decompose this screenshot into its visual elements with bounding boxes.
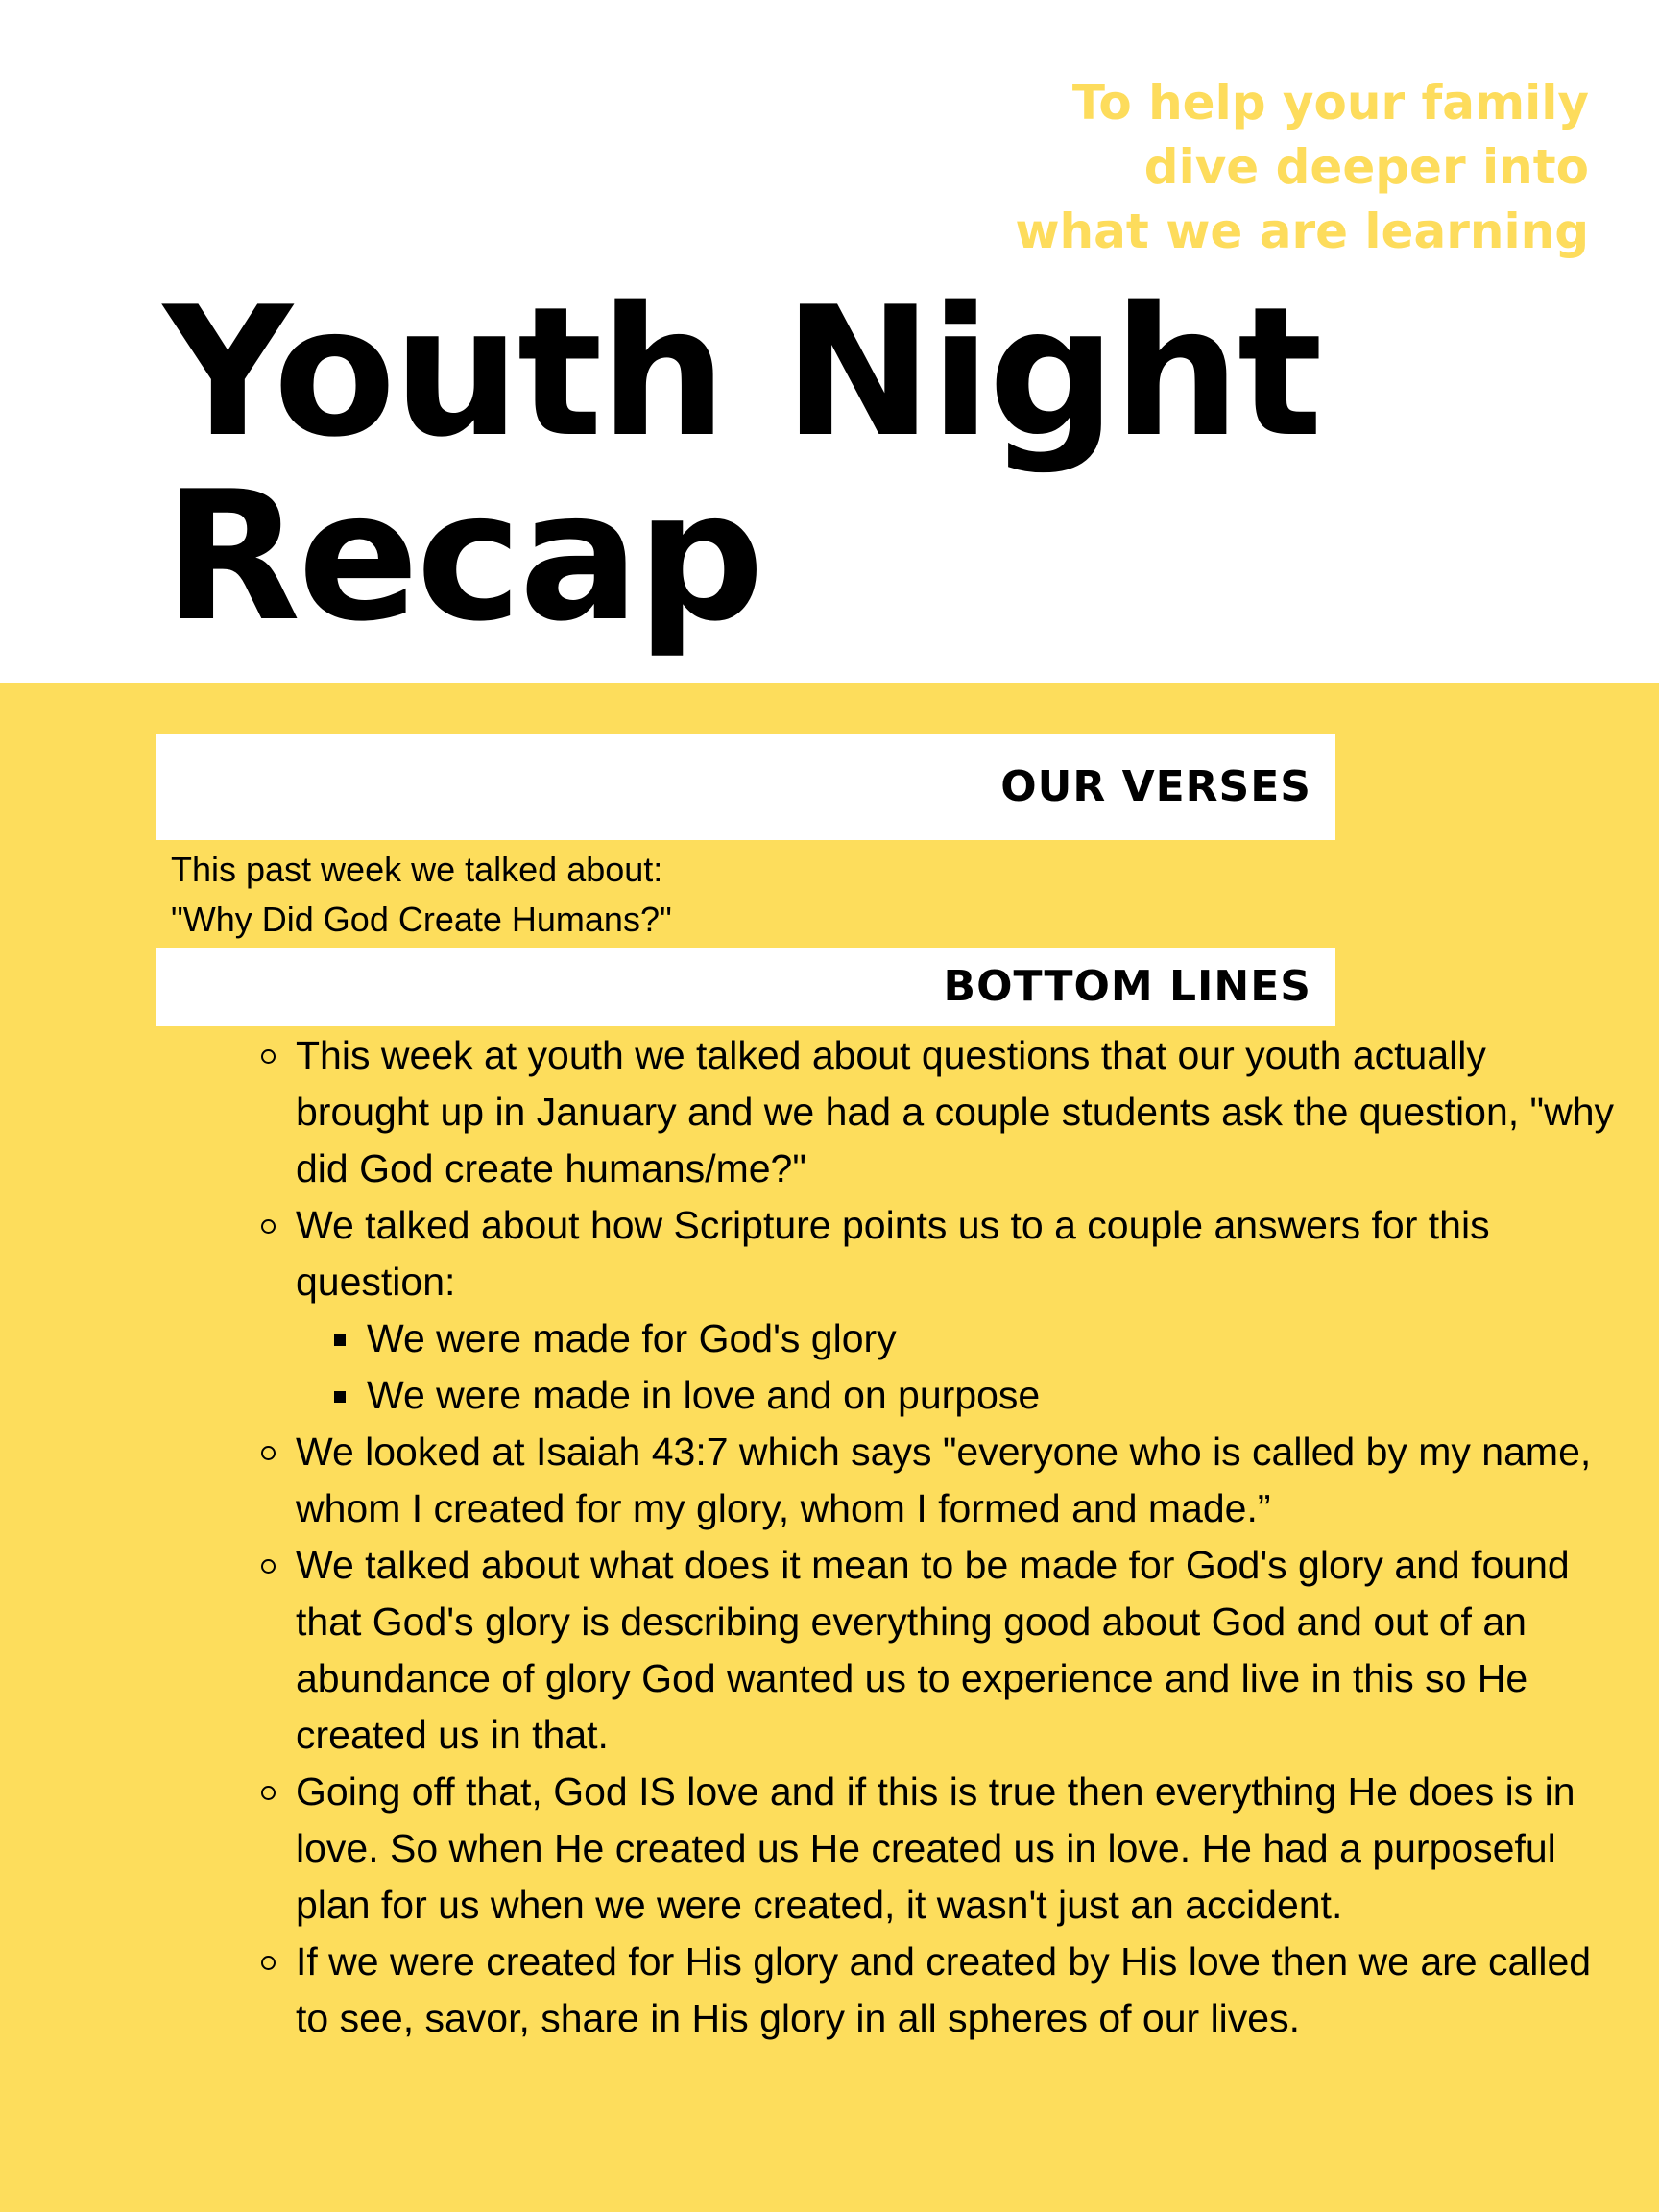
tagline bbox=[1015, 71, 1589, 264]
intro-text bbox=[171, 845, 672, 945]
list-item bbox=[259, 1424, 1628, 1537]
intro-line: This past week we talked about: bbox=[171, 850, 663, 889]
bottom-lines-header: BOTTOM LINES bbox=[156, 948, 1335, 1026]
list-item bbox=[259, 1197, 1628, 1424]
list-item-text: We talked about what does it mean to be made for God's glory and found that God's glory is describing everything good about God and out of an abundance of glory God wanted us to experience and live in this so He created us in that. bbox=[296, 1543, 1570, 1757]
sub-list-item: We were made for God's glory bbox=[296, 1310, 1628, 1367]
header-area bbox=[0, 0, 1659, 683]
tagline-line: To help your family bbox=[1071, 75, 1589, 131]
list-item-text: We looked at Isaiah 43:7 which says "everyone who is called by my name, whom I created for my glory, whom I formed and made.” bbox=[296, 1430, 1592, 1530]
list-item-text: If we were created for His glory and created by His love then we are called to see, savor, share in His glory in all spheres of our lives. bbox=[296, 1939, 1592, 2040]
intro-line: "Why Did God Create Humans?" bbox=[171, 900, 672, 939]
page-title bbox=[163, 268, 1320, 661]
list-item bbox=[259, 1537, 1628, 1764]
bottom-lines-list bbox=[259, 1027, 1615, 2047]
list-item-text: This week at youth we talked about questions that our youth actually brought up in January and we had a couple students ask the question, "why did God create humans/me?" bbox=[296, 1033, 1615, 1190]
tagline-line: dive deeper into bbox=[1143, 139, 1589, 195]
title-line: Youth Night bbox=[163, 268, 1320, 476]
list-item-text: Going off that, God IS love and if this is true then everything He does is in love. So when He created us He created us in love. He had a purposeful plan for us when we were created, it wasn't just an accident. bbox=[296, 1769, 1575, 1927]
sub-list-item: We were made in love and on purpose bbox=[296, 1367, 1628, 1424]
tagline-line: what we are learning bbox=[1015, 204, 1589, 259]
title-line: Recap bbox=[163, 452, 762, 661]
list-item-text: We talked about how Scripture points us to a couple answers for this question: bbox=[296, 1203, 1490, 1304]
sub-list bbox=[296, 1310, 1628, 1424]
our-verses-header: OUR VERSES bbox=[156, 734, 1335, 840]
list-item bbox=[259, 1027, 1628, 1197]
list-item bbox=[259, 1934, 1628, 2047]
list-item bbox=[259, 1764, 1628, 1934]
